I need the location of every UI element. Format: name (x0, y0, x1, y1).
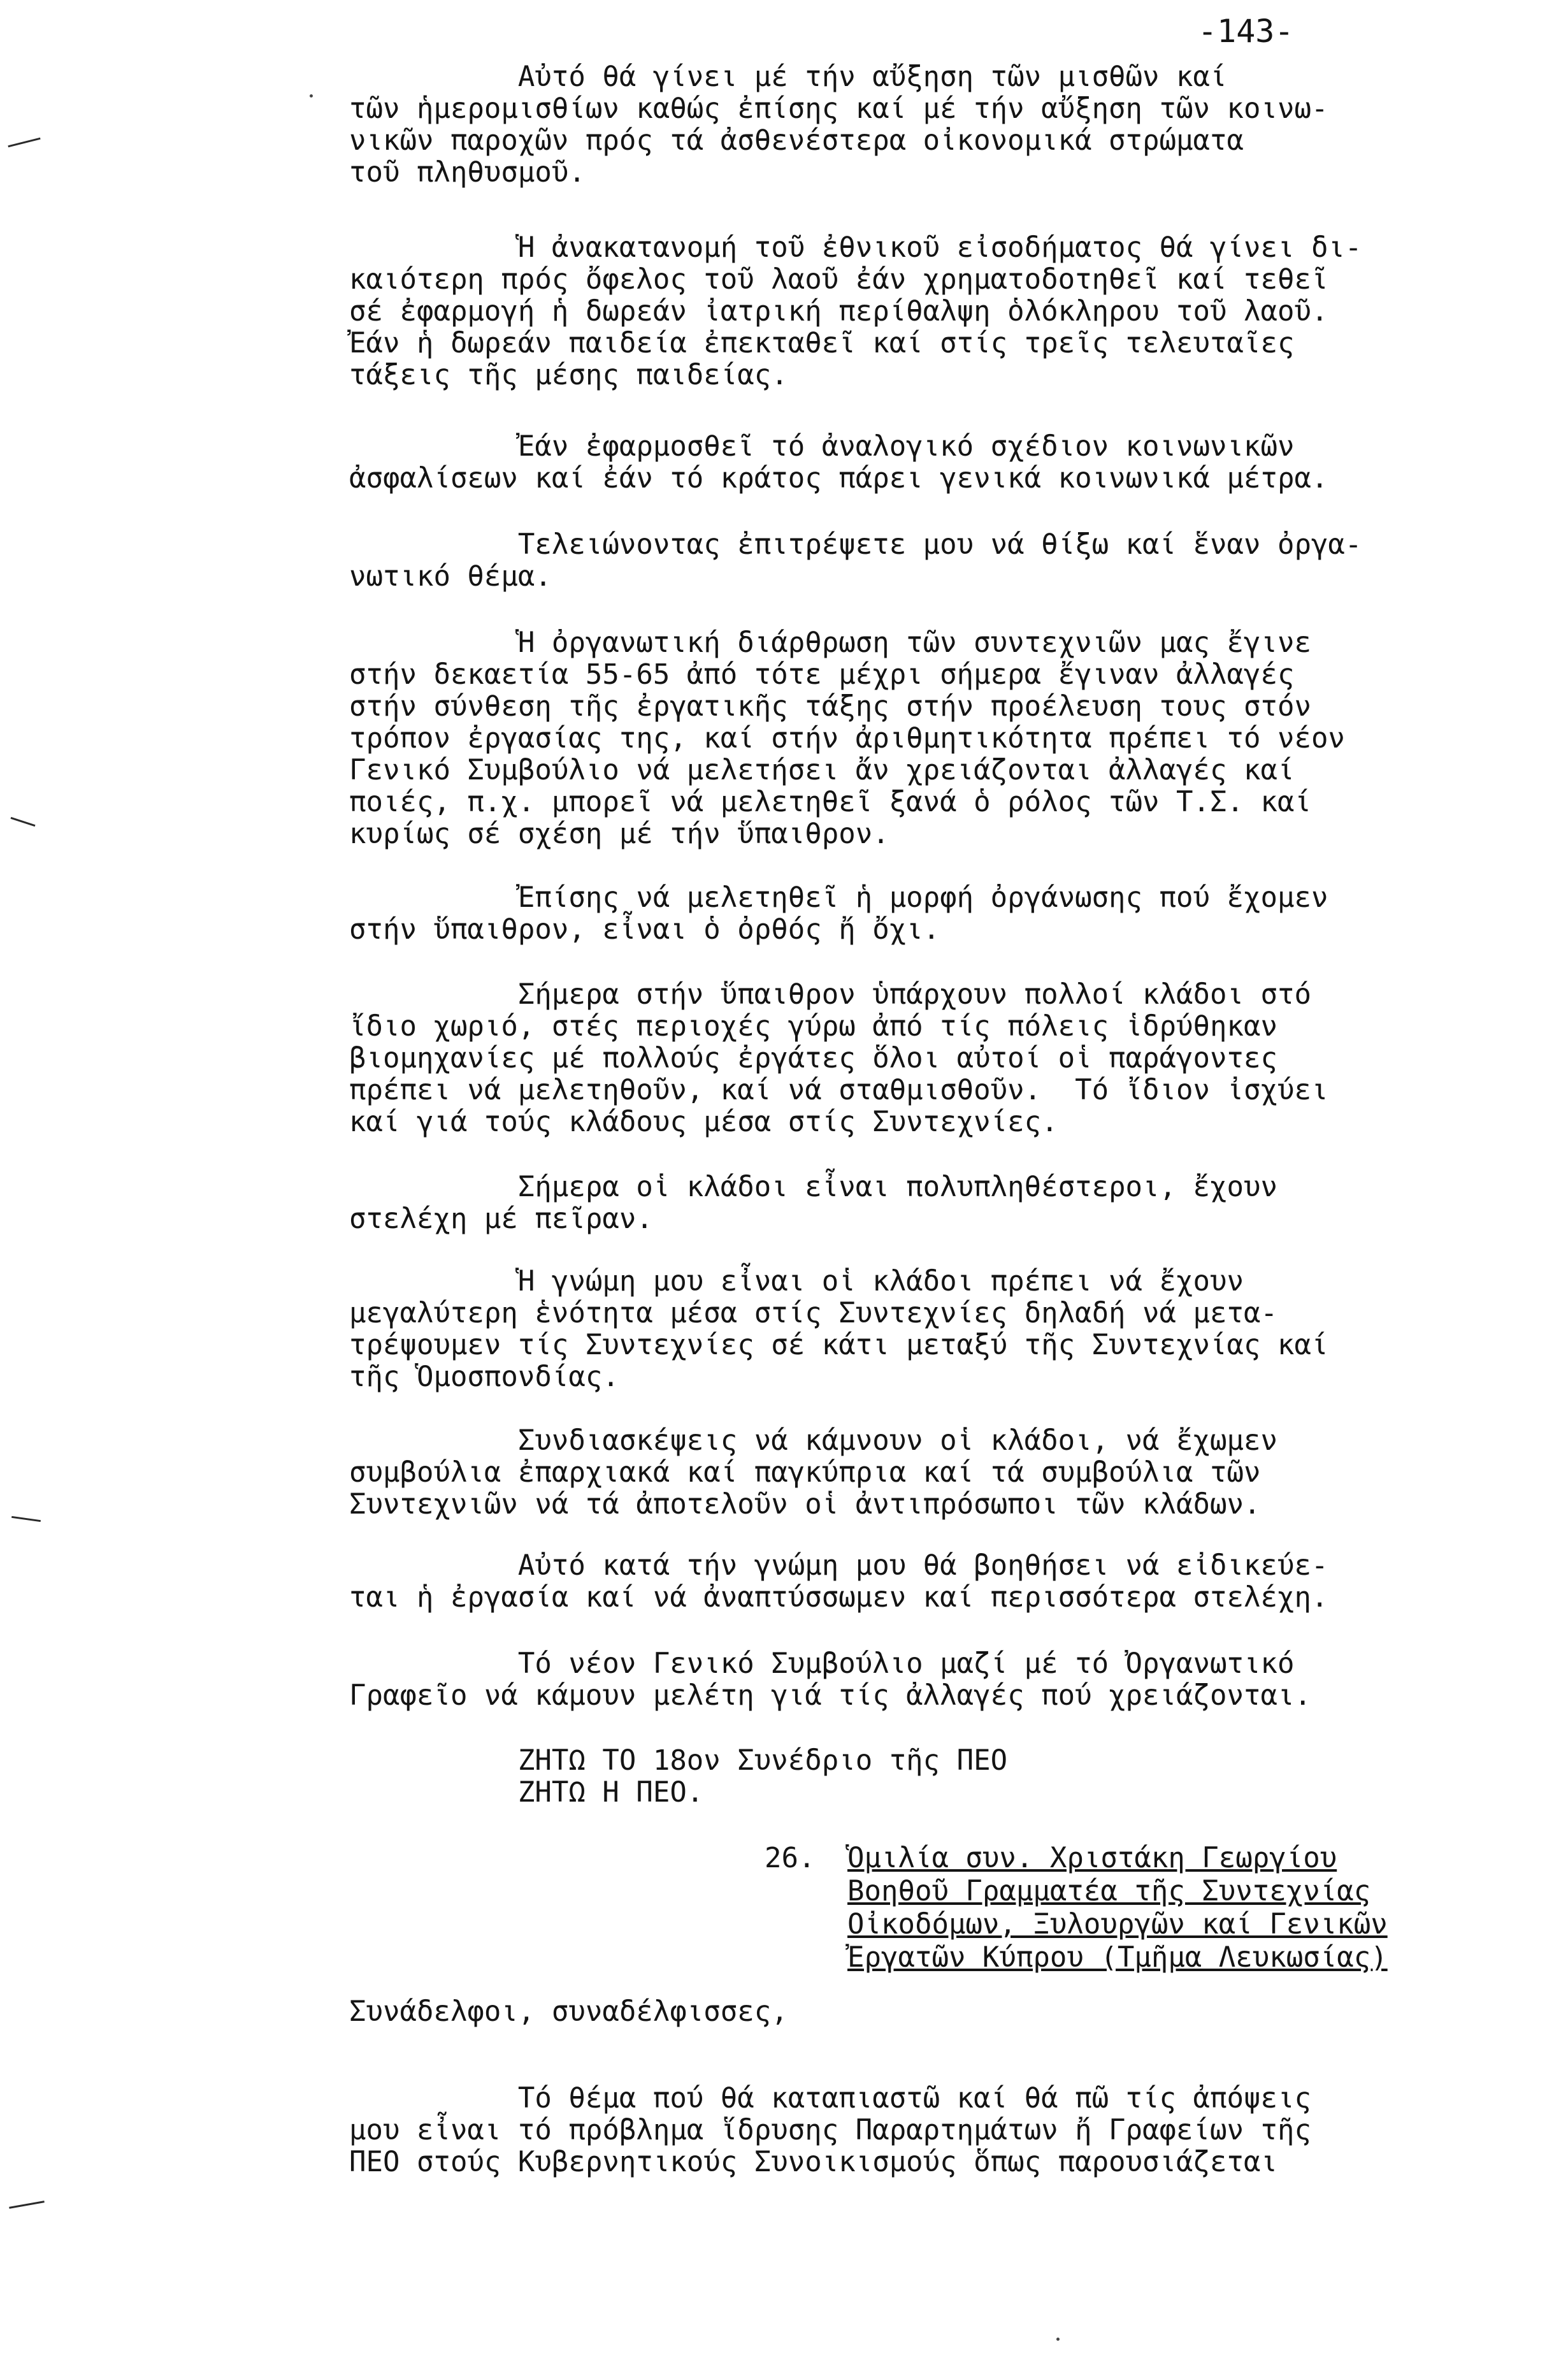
paragraph (349, 1550, 1509, 1614)
paragraph-line: Σήμερα οἱ κλάδοι εἶναι πολυπληθέστεροι, ἔχουν (349, 1171, 1277, 1203)
paragraph-line: τῆς Ὁμοσπονδίας. (349, 1361, 619, 1393)
paragraph-line: Αὐτό θά γίνει μέ τήν αὔξηση τῶν μισθῶν καί (349, 61, 1227, 93)
paragraph-line: Τό νέον Γενικό Συμβούλιο μαζί μέ τό Ὀργανωτικό (349, 1647, 1295, 1680)
scan-speck (310, 94, 313, 98)
paragraph (349, 1648, 1509, 1712)
paragraph (349, 61, 1509, 189)
paragraph-line: ται ἡ ἐργασία καί νά ἀναπτύσσωμεν καί περισσότερα στελέχη. (349, 1581, 1328, 1614)
paragraph-line: βιομηχανίες μέ πολλούς ἐργάτες ὅλοι αὐτοί οἱ παράγοντες (349, 1042, 1277, 1074)
heading-line: Οἰκοδόμων, Ξυλουργῶν καί Γενικῶν (847, 1908, 1388, 1941)
paragraph-line: στήν σύνθεση τῆς ἐργατικῆς τάξης στήν προέλευση τους στόν (349, 690, 1311, 723)
paragraph-line: νωτικό θέμα. (349, 560, 552, 593)
paragraph-line: στήν δεκαετία 55-65 ἀπό τότε μέχρι σήμερα ἔγιναν ἀλλαγές (349, 658, 1295, 691)
paragraph (349, 529, 1509, 593)
paragraph-line: ἀσφαλίσεων καί ἐάν τό κράτος πάρει γενικά κοινωνικά μέτρα. (349, 462, 1328, 495)
paragraph-line: ποιές, π.χ. μπορεῖ νά μελετηθεῖ ξανά ὁ ρόλος τῶν Τ.Σ. καί (349, 786, 1311, 818)
paragraph-line: στελέχη μέ πεῖραν. (349, 1203, 653, 1235)
paragraph-line: Σήμερα στήν ὕπαιθρον ὑπάρχουν πολλοί κλάδοι στό (349, 978, 1311, 1011)
scan-mark (11, 817, 36, 827)
paragraph-line: ἴδιο χωριό, στές περιοχές γύρω ἀπό τίς πόλεις ἱδρύθηκαν (349, 1010, 1277, 1043)
paragraph-line: ΖΗΤΩ ΤΟ 18ον Συνέδριο τῆς ΠΕΟ (349, 1744, 1008, 1777)
paragraph-line: Ἡ ὀργανωτική διάρθρωση τῶν συντεχνιῶν μας ἔγινε (349, 626, 1311, 659)
paragraph (349, 1171, 1509, 1235)
heading-line: Ἐργατῶν Κύπρου (Τμῆμα Λευκωσίας) (847, 1941, 1388, 1974)
paragraph-line: Αὐτό κατά τήν γνώμη μου θά βοηθήσει νά εἰδικεύε- (349, 1549, 1328, 1582)
paragraph (349, 1425, 1509, 1521)
paragraph (349, 1745, 1509, 1809)
paragraph-line: καί γιά τούς κλάδους μέσα στίς Συντεχνίες. (349, 1106, 1058, 1138)
paragraph (349, 431, 1509, 495)
page-number: -143- (1198, 13, 1294, 50)
scan-mark (11, 1516, 41, 1522)
paragraph-line: τῶν ἡμερομισθίων καθώς ἐπίσης καί μέ τήν αὔξηση τῶν κοινω- (349, 92, 1328, 125)
paragraph-line: ΖΗΤΩ Η ΠΕΟ. (349, 1776, 704, 1809)
paragraph (349, 627, 1509, 850)
scan-speck (1056, 2338, 1060, 2341)
salutation-line: Συνάδελφοι, συναδέλφισσες, (349, 1995, 788, 2028)
paragraph (349, 232, 1509, 391)
paragraph-line: Συνδιασκέψεις νά κάμνουν οἱ κλάδοι, νά ἔχωμεν (349, 1424, 1277, 1457)
paragraph-line: Γραφεῖο νά κάμουν μελέτη γιά τίς ἀλλαγές πού χρειάζονται. (349, 1679, 1311, 1712)
paragraph-line: τοῦ πληθυσμοῦ. (349, 156, 586, 189)
paragraph (349, 1266, 1509, 1393)
paragraph-line: τρέψουμεν τίς Συντεχνίες σέ κάτι μεταξύ τῆς Συντεχνίας καί (349, 1329, 1328, 1361)
paragraph-line: ΠΕΟ στούς Κυβερνητικούς Συνοικισμούς ὅπως παρουσιάζεται (349, 2146, 1277, 2178)
closing-paragraph (349, 2083, 1509, 2178)
salutation (349, 1996, 1509, 2028)
paragraph-line: σέ ἐφαρμογή ἡ δωρεάν ἰατρική περίθαλψη ὁλόκληρου τοῦ λαοῦ. (349, 295, 1328, 328)
paragraph-line: Ἡ ἀνακατανομή τοῦ ἐθνικοῦ εἰσοδήματος θά γίνει δι- (349, 231, 1362, 264)
paragraph-line: τάξεις τῆς μέσης παιδείας. (349, 359, 788, 391)
paragraph-line: συμβούλια ἐπαρχιακά καί παγκύπρια καί τά συμβούλια τῶν (349, 1456, 1261, 1489)
scan-mark (9, 2201, 45, 2209)
paragraph-line: πρέπει νά μελετηθοῦν, καί νά σταθμισθοῦν. Τό ἴδιον ἰσχύει (349, 1074, 1328, 1106)
paragraph (349, 882, 1509, 946)
paragraph-line: Ἐπίσης νά μελετηθεῖ ἡ μορφή ὀργάνωσης πού ἔχομεν (349, 881, 1328, 914)
scan-mark (8, 138, 40, 147)
paragraph-line: Ἐάν ἐφαρμοσθεῖ τό ἀναλογικό σχέδιον κοινωνικῶν (349, 430, 1295, 463)
paragraph-line: νικῶν παροχῶν πρός τά ἀσθενέστερα οἰκονομικά στρώματα (349, 124, 1244, 157)
paragraph-line: Ἡ γνώμη μου εἶναι οἱ κλάδοι πρέπει νά ἔχουν (349, 1265, 1244, 1298)
paragraph-line: μου εἶναι τό πρόβλημα ἵδρυσης Παραρτημάτων ἤ Γραφείων τῆς (349, 2114, 1311, 2146)
paragraph-line: τρόπον ἐργασίας της, καί στήν ἀριθμητικότητα πρέπει τό νέον (349, 722, 1345, 755)
paragraph-line: Γενικό Συμβούλιο νά μελετήσει ἄν χρειάζονται ἀλλαγές καί (349, 754, 1295, 786)
heading-line: Βοηθοῦ Γραμματέα τῆς Συντεχνίας (847, 1875, 1371, 1907)
paragraph-line: Τελειώνοντας ἐπιτρέψετε μου νά θίξω καί ἕναν ὀργα- (349, 528, 1362, 561)
paragraph-line: μεγαλύτερη ἑνότητα μέσα στίς Συντεχνίες δηλαδή νά μετα- (349, 1297, 1277, 1329)
paragraph-line: κυρίως σέ σχέση μέ τήν ὕπαιθρον. (349, 818, 889, 850)
paragraph-line: καιότερη πρός ὄφελος τοῦ λαοῦ ἐάν χρηματοδοτηθεῖ καί τεθεῖ (349, 263, 1328, 296)
heading-line: Ὁμιλία συν. Χριστάκη Γεωργίου (847, 1842, 1337, 1874)
paragraph-line: Τό θέμα πού θά καταπιαστῶ καί θά πῶ τίς ἀπόψεις (349, 2082, 1311, 2115)
paragraph-line: Συντεχνιῶν νά τά ἀποτελοῦν οἱ ἀντιπρόσωποι τῶν κλάδων. (349, 1488, 1261, 1521)
paragraph-line: στήν ὕπαιθρον, εἶναι ὁ ὀρθός ἤ ὄχι. (349, 913, 940, 946)
heading-number: 26. (765, 1842, 816, 1874)
paragraph (349, 979, 1509, 1138)
paragraph-line: Ἐάν ἡ δωρεάν παιδεία ἐπεκταθεῖ καί στίς τρεῖς τελευταῖες (349, 327, 1295, 359)
